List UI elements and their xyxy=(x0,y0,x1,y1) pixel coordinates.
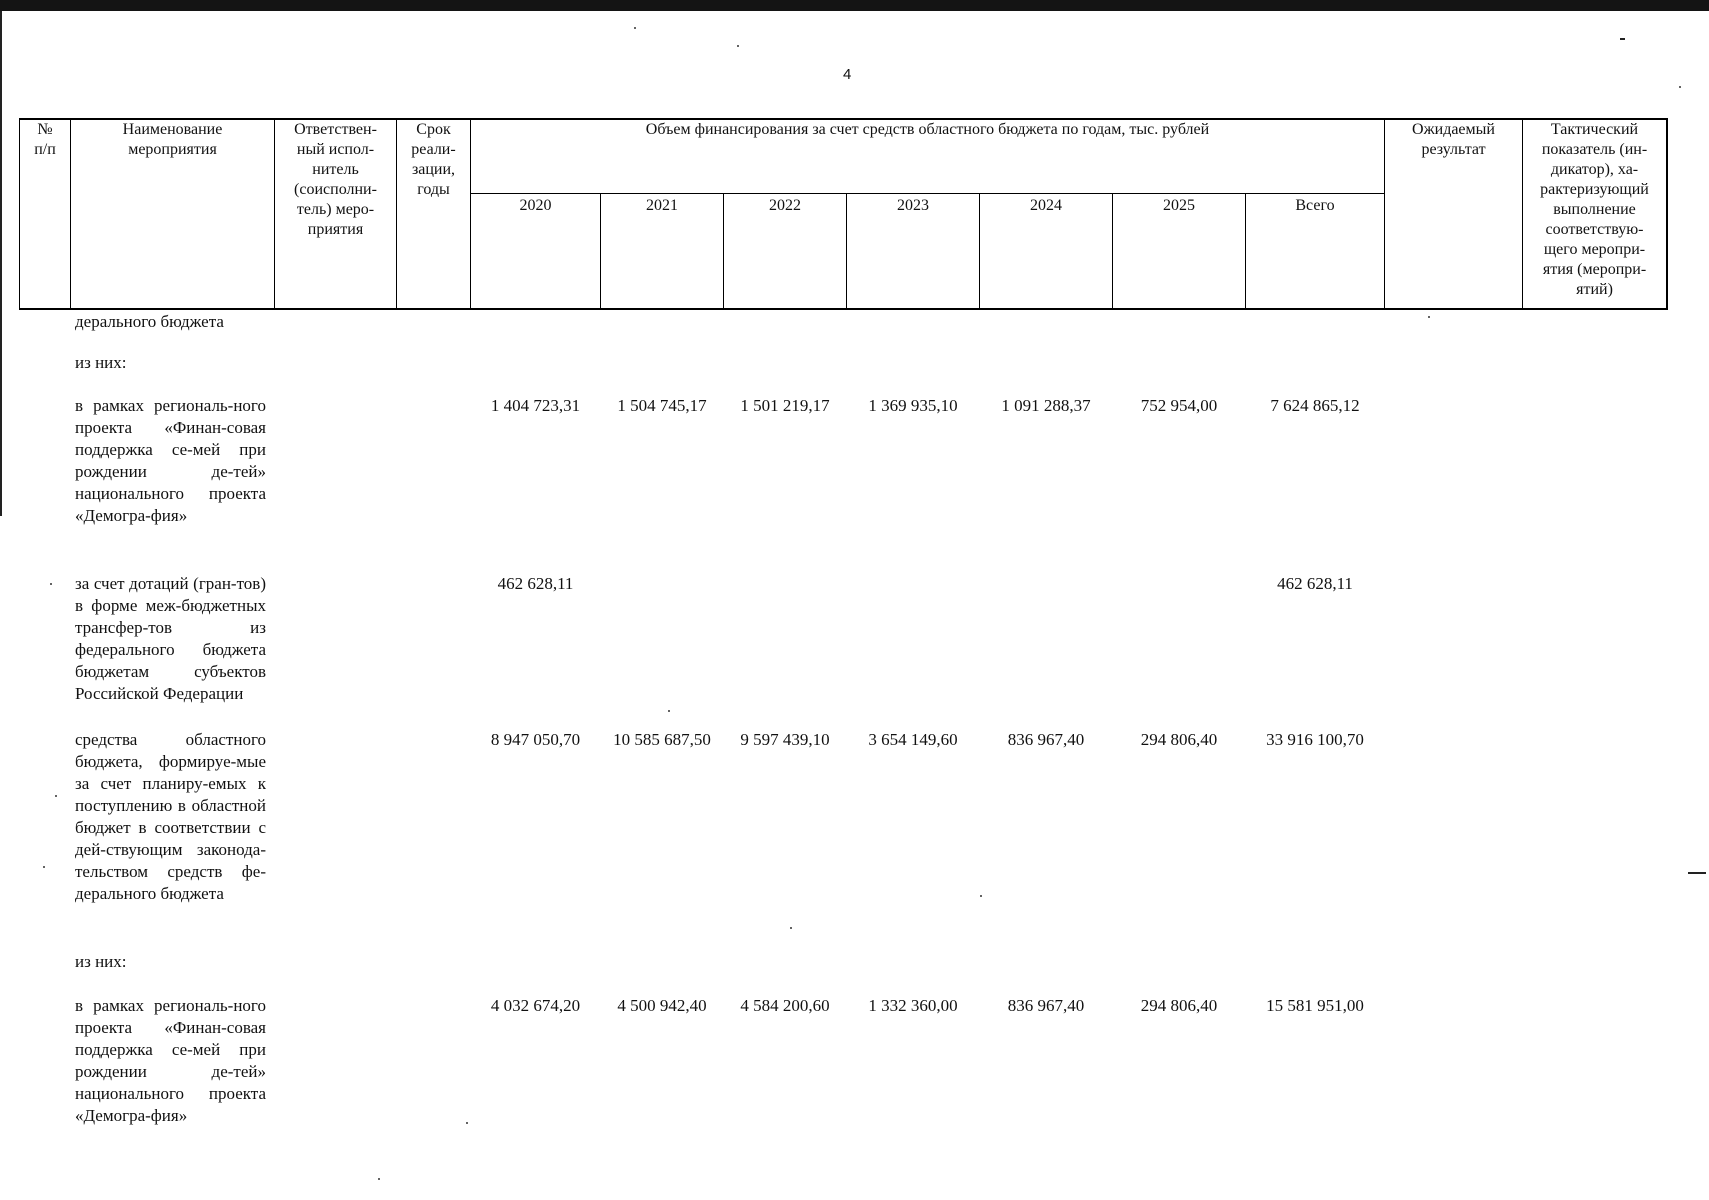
value-2024: 836 967,40 xyxy=(1007,730,1085,749)
row-description: из них: xyxy=(75,353,127,372)
value-total: 15 581 951,00 xyxy=(1266,996,1364,1015)
value-total: 33 916 100,70 xyxy=(1266,730,1364,749)
value-2023: 1 332 360,00 xyxy=(868,996,958,1015)
header-name: Наименование мероприятия xyxy=(122,121,223,158)
value-2025: 752 954,00 xyxy=(1140,396,1218,415)
header-year-2022: 2022 xyxy=(769,197,801,214)
value-2024: 1 091 288,37 xyxy=(1001,396,1091,415)
value-2021: 4 500 942,40 xyxy=(617,996,707,1015)
header-year-2024: 2024 xyxy=(1030,197,1062,214)
value-2020: 8 947 050,70 xyxy=(490,730,581,749)
value-2022: 4 584 200,60 xyxy=(740,996,830,1015)
value-2023: 3 654 149,60 xyxy=(868,730,958,749)
header-year-2023: 2023 xyxy=(897,197,929,214)
header-responsible: Ответствен- ный испол- нитель (соисполни- тель) меро- приятия xyxy=(294,121,377,238)
header-indicator: Тактический показатель (ин- дикатор), ха- рактеризующий выполнение соответствую- щего меропри- ятия (меропри- ятий) xyxy=(1540,121,1649,298)
row-description: за счет дотаций (гран-тов) в форме меж-бюджетных трансфер-тов из федерального бюджета бюджетам субъектов Российской Федерации xyxy=(75,574,266,703)
header-funding: Объем финансирования за счет средств областного бюджета по годам, тыс. рублей xyxy=(645,121,1210,138)
value-2023: 1 369 935,10 xyxy=(868,396,958,415)
header-total: Всего xyxy=(1295,197,1335,214)
scan-top-border xyxy=(0,0,1709,11)
value-total: 7 624 865,12 xyxy=(1270,396,1360,415)
value-2020: 1 404 723,31 xyxy=(490,396,581,415)
row-description: в рамках региональ-ного проекта «Финан-совая поддержка се-мей при рождении де-тей» национального проекта «Демогра-фия» xyxy=(75,996,266,1125)
row-description: средства областного бюджета, формируе-мые за счет планиру-емых к поступлению в областной бюджет в соответствии с дей-ствующим законода-тельством средств фе-дерального бюджета xyxy=(75,730,266,903)
header-year-2025: 2025 xyxy=(1163,197,1195,214)
header-result: Ожидаемый результат xyxy=(1412,121,1495,158)
header-year-2021: 2021 xyxy=(646,197,678,214)
scan-left-edge xyxy=(0,11,2,516)
value-2025: 294 806,40 xyxy=(1140,730,1218,749)
value-total: 462 628,11 xyxy=(1277,574,1353,593)
value-2021: 1 504 745,17 xyxy=(617,396,707,415)
value-2022: 1 501 219,17 xyxy=(740,396,830,415)
page-number: 4 xyxy=(843,66,852,83)
header-num: № п/п xyxy=(34,121,56,158)
value-2024: 836 967,40 xyxy=(1007,996,1085,1015)
row-description: из них: xyxy=(75,952,127,971)
value-2022: 9 597 439,10 xyxy=(740,730,830,749)
value-2020: 4 032 674,20 xyxy=(490,996,581,1015)
row-description: дерального бюджета xyxy=(75,312,224,331)
value-2021: 10 585 687,50 xyxy=(613,730,711,749)
value-2025: 294 806,40 xyxy=(1140,996,1218,1015)
value-2020: 462 628,11 xyxy=(497,574,574,593)
header-year-2020: 2020 xyxy=(519,197,552,214)
row-description: в рамках региональ-ного проекта «Финан-совая поддержка се-мей при рождении де-тей» национального проекта «Демогра-фия» xyxy=(75,396,266,525)
header-term: Срок реали- зации, годы xyxy=(411,121,456,198)
